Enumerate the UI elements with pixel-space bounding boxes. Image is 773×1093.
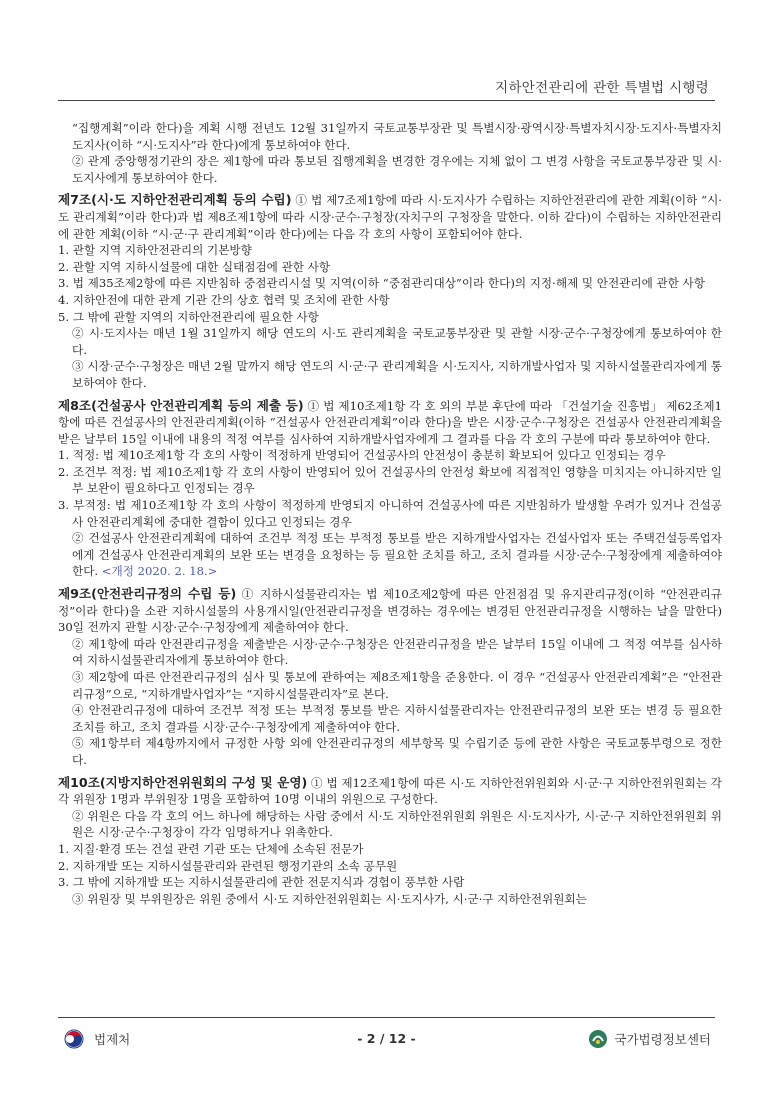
paragraph-text: ③ 제2항에 따른 안전관리규정의 심사 및 통보에 관하여는 제8조제1항을 준용한다. 이 경우 “건설공사 안전관리계획”은 “안전관리규정”으로, “지하개발사업자”는 “지하시설물관리자”로 본다. bbox=[72, 670, 722, 701]
article-heading: 제9조(안전관리규정의 수립 등) bbox=[58, 586, 237, 602]
document-body bbox=[58, 120, 722, 907]
paragraph-text: ③ 위원장 및 부위원장은 위원 중에서 시·도 지하안전위원회는 시·도지사가, 시·군·구 지하안전위원회는 bbox=[72, 891, 587, 906]
clause-paragraph bbox=[58, 636, 722, 669]
article-paragraph bbox=[58, 586, 722, 636]
paragraph-text: “집행계획”이라 한다)을 계획 시행 전년도 12월 31일까지 국토교통부장관 및 특별시장·광역시장·특별자치시장·도지사·특별자치도지사(이하 “시·도지사”라 한다)에게 통보하여야 한다. bbox=[72, 121, 722, 152]
paragraph-text: 2. 조건부 적정: 법 제10조제1항 각 호의 사항이 반영되어 있어 건설공사의 안전성 확보에 직접적인 영향을 미치지는 아니하지만 일부 보완이 필요하다고 인정되는 경우 bbox=[58, 464, 722, 496]
footer-right bbox=[588, 1029, 711, 1049]
paragraph-text: 3. 법 제35조제2항에 따른 지반침하 중점관리시설 및 지역(이하 “중점관리대상”이라 한다)의 지정·해제 및 안전관리에 관한 사항 bbox=[58, 276, 705, 291]
paragraph-text: ⑤ 제1항부터 제4항까지에서 규정한 사항 외에 안전관리규정의 세부항목 및 수립기준 등에 관한 사항은 국토교통부령으로 정한다. bbox=[72, 736, 722, 767]
article-heading: 제8조(건설공사 안전관리계획 등의 제출 등) bbox=[58, 397, 304, 413]
paragraph-text: 3. 그 밖에 지하개발 또는 지하시설물관리에 관한 전문지식과 경험이 풍부한 사람 bbox=[58, 875, 465, 890]
paragraph-text: ① 법 제12조제1항에 따른 시·도 지하안전위원회와 시·군·구 지하안전위원회는 각각 위원장 1명과 부위원장 1명을 포함하여 10명 이내의 위원으로 구성한다. bbox=[58, 775, 722, 807]
paragraph-text: ① 법 제10조제1항 각 호 외의 부분 후단에 따라 「건설기술 진흥법」 제62조제1항에 따른 건설공사의 안전관리계획(이하 “건설공사 안전관리계획”이라 한다)을 받은 시장·군수·구청장은 건설공사 안전관리계획을 받은 날부터 15일 이내에 내용의 적정 여부를 심사하여 지하개발사업자에게 그 결과를 다음 각 호의 구분에 따라 통보하여야 한다. bbox=[58, 398, 722, 446]
clause-paragraph bbox=[58, 735, 722, 768]
article-heading: 제10조(지방지하안전위원회의 구성 및 운영) bbox=[58, 774, 308, 790]
paragraph-text: 4. 지하안전에 대한 관계 기관 간의 상호 협력 및 조치에 관한 사항 bbox=[58, 292, 390, 307]
paragraph-text: ① 지하시설물관리자는 법 제10조제2항에 따른 안전점검 및 유지관리규정(이하 “안전관리규정”이라 한다)을 소관 지하시설물의 사용개시일(안전관리규정을 변경하는 경우에는 변경된 안전관리규정을 시행하는 날을 말한다) 30일 전까지 관할 시장·군수·구청장에게 제출하여야 한다. bbox=[58, 587, 723, 635]
clause-paragraph bbox=[58, 530, 722, 580]
numbered-item bbox=[58, 447, 722, 464]
paragraph-text: 1. 관할 지역 지하안전관리의 기본방향 bbox=[58, 243, 252, 258]
page-footer bbox=[58, 1027, 715, 1057]
footer-left-label: 법제처 bbox=[94, 1032, 131, 1047]
footer-right-label: 국가법령정보센터 bbox=[614, 1032, 711, 1047]
numbered-item bbox=[58, 497, 722, 530]
amendment-note: <개정 2020. 2. 18.> bbox=[98, 564, 218, 579]
numbered-item bbox=[58, 242, 722, 259]
numbered-item bbox=[58, 309, 722, 326]
paragraph-text: ② 관계 중앙행정기관의 장은 제1항에 따라 통보된 집행계획을 변경한 경우에는 지체 없이 그 변경 사항을 국토교통부장관 및 시·도지사에게 통보하여야 한다. bbox=[72, 154, 722, 185]
numbered-item bbox=[58, 874, 722, 891]
article-paragraph bbox=[58, 775, 722, 808]
clause-paragraph bbox=[58, 153, 722, 186]
clause-paragraph bbox=[58, 808, 722, 841]
paragraph-text: 3. 부적정: 법 제10조제1항 각 호의 사항이 적정하게 반영되지 아니하여 건설공사에 따른 지반침하가 발생할 우려가 있거나 건설공사 안전관리계획에 중대한 결함이 있다고 인정되는 경우 bbox=[58, 498, 722, 529]
paragraph-text: ② 제1항에 따라 안전관리규정을 제출받은 시장·군수·구청장은 안전관리규정을 받은 날부터 15일 이내에 그 적정 여부를 심사하여 지하시설물관리자에게 통보하여야 한다. bbox=[72, 636, 722, 668]
article-paragraph bbox=[58, 192, 722, 242]
clause-paragraph bbox=[58, 358, 722, 391]
clause-paragraph bbox=[58, 891, 722, 908]
numbered-item bbox=[58, 259, 722, 276]
clause-paragraph bbox=[58, 120, 722, 153]
paragraph-text: 1. 적정: 법 제10조제1항 각 호의 사항이 적정하게 반영되어 건설공사의 안전성이 충분히 확보되어 있다고 인정되는 경우 bbox=[58, 448, 666, 463]
paragraph-text: ② 건설공사 안전관리계획에 대하여 조건부 적정 또는 부적정 통보를 받은 지하개발사업자는 건설사업자 또는 주택건설등록업자에게 건설공사 안전관리계획의 보완 또는 변경을 요청하는 등 필요한 조치를 하고, 조치 결과를 시장·군수·구청장에게 제출하여야 한다. bbox=[72, 531, 722, 579]
paragraph-text: 2. 관할 지역 지하시설물에 대한 실태점검에 관한 사항 bbox=[58, 259, 331, 274]
article-paragraph bbox=[58, 398, 722, 448]
header-divider bbox=[58, 100, 715, 101]
paragraph-text: ② 시·도지사는 매년 1월 31일까지 해당 연도의 시·도 관리계획을 국토교통부장관 및 관할 시장·군수·구청장에게 통보하여야 한다. bbox=[72, 326, 722, 357]
paragraph-text: ③ 시장·군수·구청장은 매년 2월 말까지 해당 연도의 시·군·구 관리계획을 시·도지사, 지하개발사업자 및 지하시설물관리자에게 통보하여야 한다. bbox=[72, 359, 722, 390]
numbered-item bbox=[58, 841, 722, 858]
paragraph-text: 2. 지하개발 또는 지하시설물관리와 관련된 행정기관의 소속 공무원 bbox=[58, 858, 398, 873]
page-number: - 2 / 12 - bbox=[357, 1031, 416, 1046]
law-center-logo-icon bbox=[588, 1029, 608, 1049]
paragraph-text: ② 위원은 다음 각 호의 어느 하나에 해당하는 사람 중에서 시·도 지하안전위원회 위원은 시·도지사가, 시·군·구 지하안전위원회 위원은 시장·군수·구청장이 각각 임명하거나 위촉한다. bbox=[72, 808, 722, 840]
numbered-item bbox=[58, 858, 722, 875]
numbered-item bbox=[58, 464, 722, 497]
numbered-item bbox=[58, 292, 722, 309]
footer-divider bbox=[58, 1017, 715, 1018]
article-heading: 제7조(시·도 지하안전관리계획 등의 수립) bbox=[58, 192, 292, 208]
paragraph-text: 1. 지질·환경 또는 건설 관련 기관 또는 단체에 소속된 전문가 bbox=[58, 841, 364, 856]
clause-paragraph bbox=[58, 325, 722, 358]
clause-paragraph bbox=[58, 702, 722, 735]
numbered-item bbox=[58, 275, 722, 292]
page-header-title: 지하안전관리에 관한 특별법 시행령 bbox=[495, 80, 709, 96]
paragraph-text: ① 법 제7조제1항에 따라 시·도지사가 수립하는 지하안전관리에 관한 계획(이하 “시·도 관리계획”이라 한다)과 법 제8조제1항에 따라 시장·군수·구청장(자치구의 구청장을 말한다. 이하 같다)이 수립하는 지하안전관리에 관한 계획(이하 “시·군·구 관리계획”이라 한다)에는 다음 각 호의 사항이 포함되어야 한다. bbox=[58, 193, 722, 241]
paragraph-text: 5. 그 밖에 관할 지역의 지하안전관리에 필요한 사항 bbox=[58, 309, 319, 324]
clause-paragraph bbox=[58, 669, 722, 702]
paragraph-text: ④ 안전관리규정에 대하여 조건부 적정 또는 부적정 통보를 받은 지하시설물관리자는 안전관리규정의 보완 또는 변경 등 필요한 조치를 하고, 조치 결과를 시장·군수·구청장에게 제출하여야 한다. bbox=[72, 703, 722, 734]
